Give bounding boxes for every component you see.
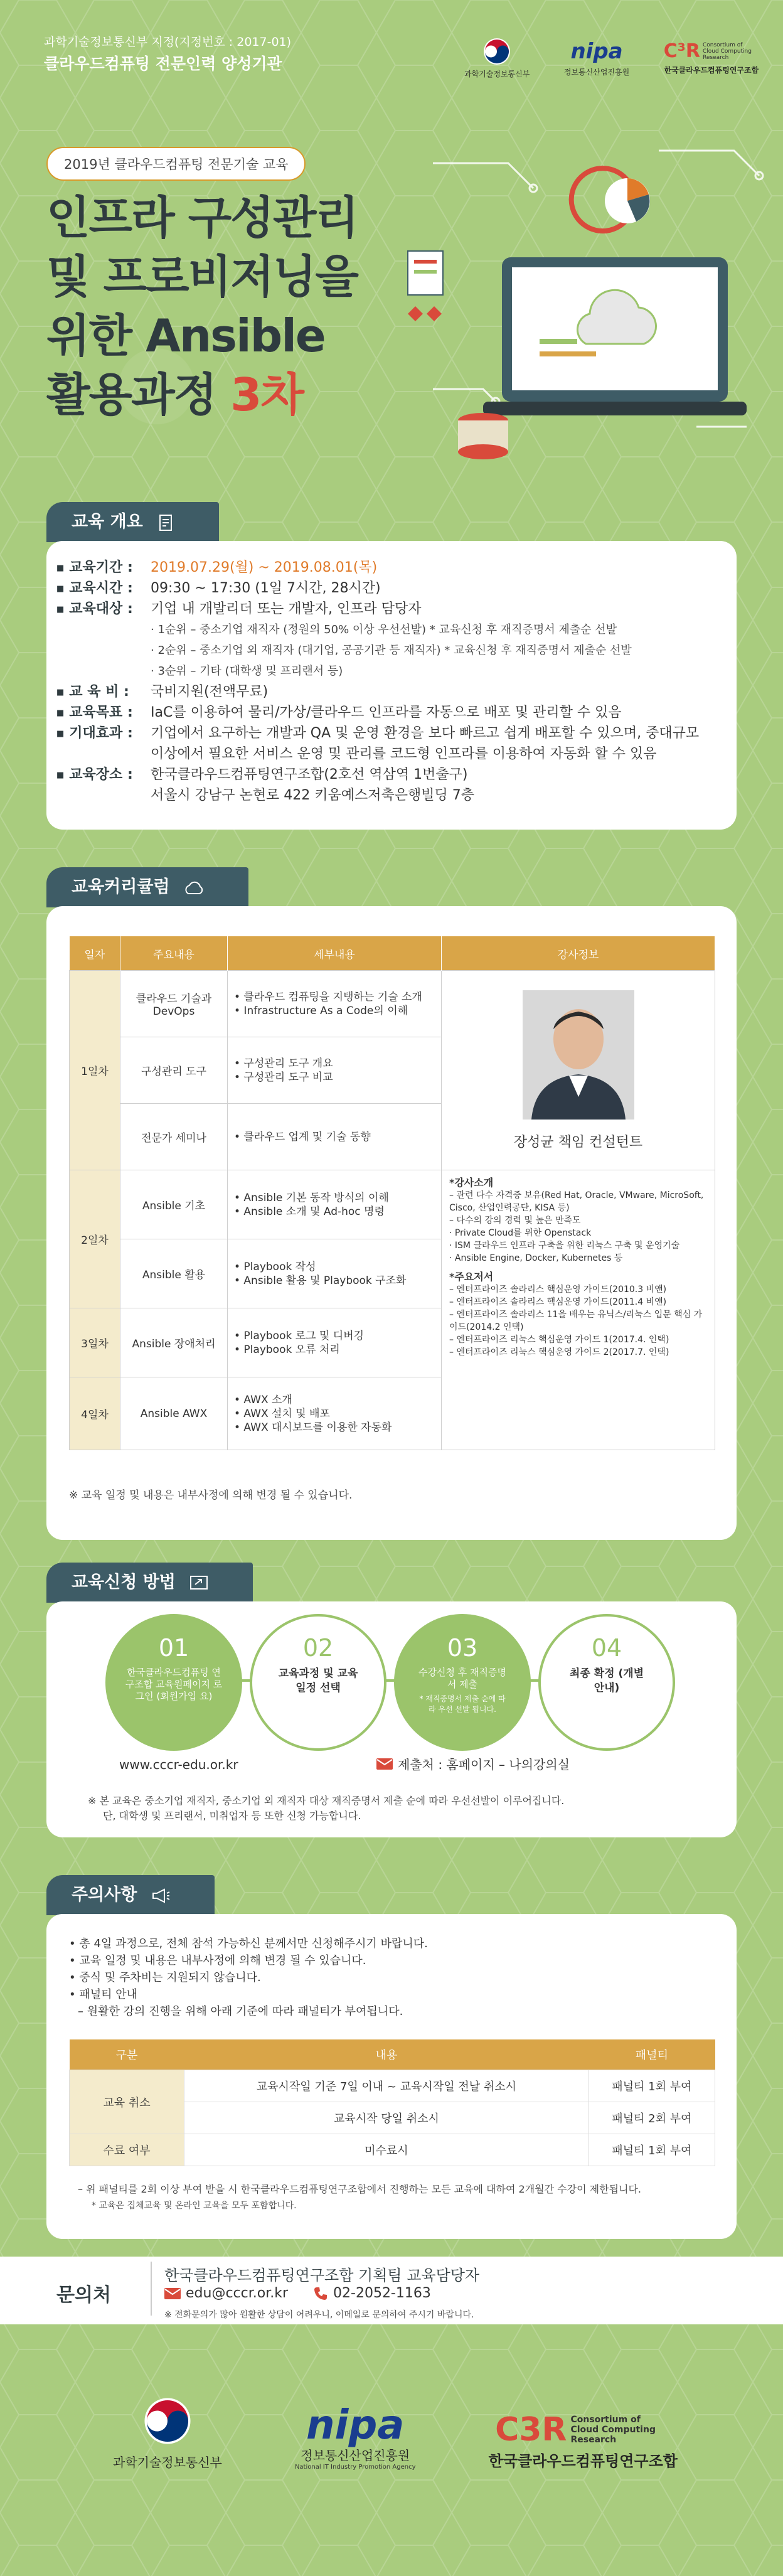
footer-nipa-logo: nipa 정보통신산업진흥원 National IT Industry Promotion Agency — [294, 2402, 416, 2471]
contact-note: ※ 전화문의가 많아 원활한 상담이 어려우니, 이메일로 문의하여 주시기 바랍니다. — [164, 2310, 474, 2320]
caution-list: • 총 4일 과정으로, 전체 참석 가능하신 분께서만 신청해주시기 바랍니다. • 교육 일정 및 내용은 내부사정에 의해 변경 될 수 있습니다. • 중식 및 주차비는 지원되지 않습니다. • 패널티 안내 – 원활한 강의 진행을 위해 아래 기준에 따라 패널티가 부여됩니다. — [69, 1937, 428, 2018]
table-row: 구성관리 도구 • 구성관리 도구 개요 • 구성관리 도구 비교 — [70, 1037, 715, 1104]
top-logos — [464, 33, 759, 83]
step-1: 01 한국클라우드컴퓨팅 연구조합 교육원페이지 로그인 (회원가입 요) — [105, 1614, 242, 1751]
nipa-logo: nipa 정보통신산업진흥원 — [563, 38, 630, 77]
megaphone-icon — [151, 1887, 171, 1905]
contact-org: 한국클라우드컴퓨팅연구조합 기획팀 교육담당자 — [164, 2267, 480, 2284]
monitor-icon — [189, 1574, 209, 1592]
table-row: Ansible 활용 • Playbook 작성 • Ansible 활용 및 Playbook 구조화 — [70, 1239, 715, 1308]
table-row: 1일차 클라우드 기술과 DevOps • 클라우드 컴퓨팅을 지탱하는 기술 소개 • Infrastructure As a Code의 이해 장성균 책임 컨설턴트 — [70, 971, 715, 1037]
apply-tab: 교육신청 방법 — [46, 1563, 253, 1603]
instructor-cell — [442, 971, 715, 1170]
contact-email[interactable]: edu@cccr.or.kr — [186, 2285, 289, 2301]
taegeuk-icon — [482, 37, 511, 66]
table-row: 수료 여부 미수료시 패널티 1회 부여 — [70, 2134, 715, 2166]
penalty-table: 구분 내용 패널티 교육 취소 교육시작일 기준 7일 이내 ~ 교육시작일 전날 취소시 패널티 1회 부여 교육시작 당일 취소시 패널티 2회 부여 수료 여부 미수료시 패널티 1회 부여 — [69, 2039, 715, 2166]
footer-cccr-logo: C3R Consortium of Cloud Computing Research 한국클라우드컴퓨팅연구조합 — [488, 2411, 678, 2470]
penalty-table-wrap — [69, 2039, 715, 2166]
instructor-photo — [523, 990, 634, 1120]
contact-divider — [151, 2262, 152, 2316]
course-round: 3차 — [230, 368, 303, 421]
contact-phone[interactable]: 02-2052-1163 — [333, 2285, 431, 2301]
organization-title: 클라우드컴퓨팅 전문인력 양성기관 — [44, 55, 282, 73]
cccr-logo: C³R Consortium of Cloud Computing Research 한국클라우드컴퓨팅연구조합 — [663, 40, 759, 75]
footer-msit-logo: 과학기술정보통신부 — [113, 2396, 222, 2471]
apply-url[interactable]: www.cccr-edu.or.kr — [119, 1757, 238, 1772]
mail-icon — [376, 1758, 393, 1770]
apply-notes: ※ 본 교육은 중소기업 재직자, 중소기업 외 재직자 대상 재직증명서 제출 순에 따라 우선선발이 이루어집니다. 단, 대학생 및 프리랜서, 미취업자 등 또한 신청 가능합니다. — [88, 1795, 565, 1822]
phone-icon — [313, 2286, 328, 2301]
overview-list: ■ 교육기간 : 2019.07.29(월) ~ 2019.08.01(목) ■ 교육시간 : 09:30 ~ 17:30 (1일 7시간, 28시간) ■ 교육대상 : 기업 내 개발리더 또는 개발자, 인프라 담당자 · 1순위 – 중소기업 재직자 (정원의 50% 이상 우선선발) * 교육신청 후 재직증명서 제출순 선발 · 2순위 – 중소기업 외 재직자 (대기업, 공공기관 등 재직자) * 교육신청 후 재직증명서 제출순 선발 · 3순위 – 기타 (대학생 및 프리랜서 등) ■ 교 육 비 : 국비지원(전액무료) ■ 교육목표 : IaC를 이용하여 물리/가상/클라우드 인프라를 자동으로 배포 및 관리할 수 있음 ■ 기대효과 : 기업에서 요구하는 개발과 QA 및 운영 환경을 보다 빠르고 쉽게 배포할 수 있으며, 중대규모 이상에서 필요한 서비스 운영 및 관리를 코드형 인프라를 이용하여 자동화 할 수 있음 ■ 교육장소 : 한국클라우드컴퓨팅연구조합(2호선 역삼역 1번출구) 서울시 강남구 논현로 422 키움예스저축은행빌딩 7층 — [56, 558, 734, 807]
table-row: 2일차 Ansible 기초 • Ansible 기본 동작 방식의 이해 • Ansible 소개 및 Ad-hoc 명령 *강사소개 – 관련 다수 자격증 보유(Red Hat, Oracle, VMware, MicroSoft, Cisco, 산업인력공단, KISA 등) – 다수의 강의 경력 및 높은 만족도 · Private Cloud를 위한 Openstack · ISM 클라우드 인프라 구축을 위한 리눅스 구축 및 운영기술 · Ansible Engine, Docker, Kubernetes 등 *주요저서 – 엔터프라이즈 솔라리스 핵심운영 가이드(2010.3 비앤) – 엔터프라이즈 솔라리스 핵심운영 가이드(2011.4 비앤) – 엔터프라이즈 솔라리스 11을 배우는 유닉스/리눅스 입문 핵심 가이드(2014.2 인택) – 엔터프라이즈 리눅스 핵심운영 가이드 1(2017.4. 인택) – 엔터프라이즈 리눅스 핵심운영 가이드 2(2017.7. 인택) — [70, 1170, 715, 1239]
course-badge: 2019년 클라우드컴퓨팅 전문기술 교육 — [46, 147, 306, 181]
instructor-name: 장성균 책임 컨설턴트 — [513, 1134, 643, 1150]
table-row: 3일차 Ansible 장애처리 • Playbook 로그 및 디버깅 • Playbook 오류 처리 — [70, 1308, 715, 1377]
cloud-icon — [183, 879, 205, 897]
document-icon — [156, 513, 175, 532]
contact-label: 문의처 — [56, 2284, 111, 2306]
course-headline: 인프라 구성관리 및 프로비저닝을 위한 Ansible 활용과정 3차 — [46, 191, 358, 421]
taegeuk-icon — [142, 2396, 193, 2446]
table-row: 4일차 Ansible AWX • AWX 소개 • AWX 설치 및 배포 • AWX 대시보드를 이용한 자동화 — [70, 1377, 715, 1450]
penalty-notes: – 위 패널티를 2회 이상 부여 받을 시 한국클라우드컴퓨팅연구조합에서 진행하는 모든 교육에 대하여 2개월간 수강이 제한됩니다. * 교육은 집체교육 및 온라인 교육을 모두 포함합니다. — [78, 2183, 641, 2211]
contact-methods — [164, 2285, 431, 2301]
table-row: 교육시작 당일 취소시 패널티 2회 부여 — [70, 2102, 715, 2134]
footer-logos — [113, 2396, 678, 2471]
instructor-career: *강사소개 – 관련 다수 자격증 보유(Red Hat, Oracle, VMware, MicroSoft, Cisco, 산업인력공단, KISA 등) – 다수의 강의 경력 및 높은 만족도 · Private Cloud를 위한 Openstack · ISM 클라우드 인프라 구축을 위한 리눅스 구축 및 운영기술 · Ansible Engine, Docker, Kubernetes 등 *주요저서 – 엔터프라이즈 솔라리스 핵심운영 가이드(2010.3 비앤) – 엔터프라이즈 솔라리스 핵심운영 가이드(2011.4 비앤) – 엔터프라이즈 솔라리스 11을 배우는 유닉스/리눅스 입문 핵심 가이드(2014.2 인택) – 엔터프라이즈 리눅스 핵심운영 가이드 1(2017.4. 인택) – 엔터프라이즈 리눅스 핵심운영 가이드 2(2017.7. 인택) — [442, 1170, 715, 1450]
caution-tab: 주의사항 — [46, 1875, 215, 1915]
curriculum-table-wrap — [69, 936, 715, 1450]
table-row: 교육 취소 교육시작일 기준 7일 이내 ~ 교육시작일 전날 취소시 패널티 1회 부여 — [70, 2070, 715, 2102]
msit-logo: 과학기술정보통신부 — [464, 37, 530, 79]
step-3: 03 수강신청 후 재직증명서 제출 * 재직증명서 제출 순에 따라 우선 선발 됩니다. — [394, 1614, 531, 1751]
step-4: 04 최종 확정 (개별 안내) — [538, 1614, 675, 1751]
table-row: 전문가 세미나 • 클라우드 업계 및 기술 동향 — [70, 1104, 715, 1170]
designation-text: 과학기술정보통신부 지정(지정번호 : 2017-01) — [44, 35, 292, 49]
submit-location: 제출처 : 홈페이지 – 나의강의실 — [376, 1755, 570, 1773]
mail-icon — [164, 2288, 181, 2299]
overview-tab: 교육 개요 — [46, 502, 219, 542]
step-2: 02 교육과정 및 교육일정 선택 — [250, 1614, 386, 1751]
cloud-laptop-illustration — [395, 126, 772, 477]
curriculum-table: 일자 주요내용 세부내용 강사정보 1일차 클라우드 기술과 DevOps • 클라우드 컴퓨팅을 지탱하는 기술 소개 • Infrastructure As a Code의 이해 장성균 책임 컨설턴트 구성관리 도구 • 구성관리 도구 개요 • 구성관리 도구 비교 전문가 세미나 • 클라우드 업계 및 기술 동향 2일차 Ansible 기초 • Ansible 기본 동작 방식의 이해 • Ansible 소개 및 Ad-hoc 명령 *강사소개 – 관련 다수 자격증 보유(Red Hat, Oracle, VMware, MicroSoft, Cisco, 산업인력공단, KISA 등) – 다수의 강의 경력 및 높은 만족도 · Private Cloud를 위한 Openstack · ISM 클라우드 인프라 구축을 위한 리눅스 구축 및 운영기술 · Ansible Engine, Docker, Kubernetes 등 *주요저서 – 엔터프라이즈 솔라리스 핵심운영 가이드(2010.3 비앤) – 엔터프라이즈 솔라리스 핵심운영 가이드(2011.4 비앤) – 엔터프라이즈 솔라리스 11을 배우는 유닉스/리눅스 입문 핵심 가이드(2014.2 인택) – 엔터프라이즈 리눅스 핵심운영 가이드 1(2017.4. 인택) – 엔터프라이즈 리눅스 핵심운영 가이드 2(2017.7. 인택) Ansible 활용 • Playbook 작성 • Ansible 활용 및 Playbook 구조화 3일차 Ansible 장애처리 • Playbook 로그 및 디버깅 • Playbook 오류 처리 4일차 Ansible AWX • AWX 소개 • AWX 설치 및 배포 • AWX 대시보드를 이용한 자동화 — [69, 936, 715, 1450]
curriculum-tab: 교육커리큘럼 — [46, 867, 248, 907]
curriculum-note: ※ 교육 일정 및 내용은 내부사정에 의해 변경 될 수 있습니다. — [69, 1489, 353, 1502]
